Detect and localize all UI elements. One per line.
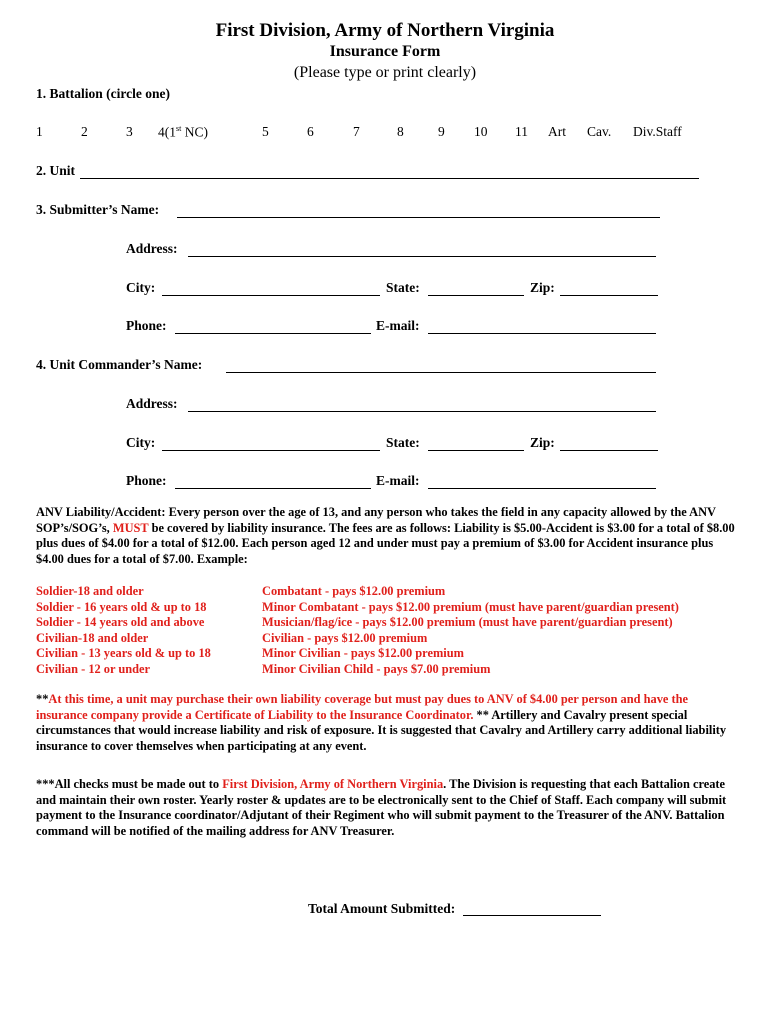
- premium-item: Combatant - pays $12.00 premium: [262, 584, 446, 598]
- unit-label: 2. Unit: [36, 163, 76, 178]
- commander-name-label: 4. Unit Commander’s Name:: [36, 357, 203, 372]
- submitter-address-label: Address:: [126, 241, 178, 256]
- battalion-option-10[interactable]: 10: [474, 124, 488, 139]
- premium-item: Musician/flag/ice - pays $12.00 premium (must have parent/guardian present): [262, 615, 673, 630]
- premium-item: Minor Civilian Child - pays $7.00 premium: [262, 661, 491, 676]
- unit-coverage-note: **At this time, a unit may purchase their own liability coverage but must pay dues to ANV of $4.00 per person and have the insurance company provide a Certificate of Liability to the Insurance Coordinator. ** Artillery and Cavalry present special circumstances that would increase liability and risk of exposure. It is suggested that Cavalry and Artillery carry additional liability insurance to cover themselves when participating at any event.: [36, 692, 727, 753]
- commander-phone-label: Phone:: [126, 473, 167, 488]
- premium-item: Minor Combatant - pays $12.00 premium (must have parent/guardian present): [262, 599, 679, 614]
- form-subtitle: Insurance Form: [329, 43, 441, 60]
- total-amount-field[interactable]: [463, 915, 601, 916]
- battalion-option-4[interactable]: 4(1st NC): [158, 124, 208, 140]
- category-item: Soldier-18 and older: [36, 584, 144, 598]
- submitter-zip-field[interactable]: [560, 295, 658, 296]
- category-item: Civilian - 12 or under: [36, 661, 151, 676]
- battalion-option-div-staff[interactable]: Div.Staff: [633, 124, 682, 139]
- commander-state-label: State:: [386, 435, 420, 450]
- battalion-option-9[interactable]: 9: [438, 124, 445, 139]
- total-amount-label: Total Amount Submitted:: [308, 901, 456, 916]
- checks-note: ***All checks must be made out to First Division, Army of Northern Virginia. The Division is requesting that each Battalion create and maintain their own roster. Yearly roster & updates are to be electronically sent to the Chief of Staff. Each company will submit payment to the Insurance coordinator/Adjutant of their Regiment who will submit payment to the Treasurer of the ANV. Battalion command will be notified of the mailing address for ANV Treasurer.: [36, 777, 727, 838]
- category-item: Soldier - 16 years old & up to 18: [36, 599, 207, 614]
- battalion-option-3[interactable]: 3: [126, 124, 133, 139]
- submitter-zip-label: Zip:: [530, 280, 555, 295]
- battalion-option-6[interactable]: 6: [307, 124, 314, 139]
- submitter-state-label: State:: [386, 280, 420, 295]
- battalion-label: 1. Battalion (circle one): [36, 86, 170, 101]
- commander-state-field[interactable]: [428, 450, 524, 451]
- submitter-phone-field[interactable]: [175, 333, 371, 334]
- premium-item: Civilian - pays $12.00 premium: [262, 630, 428, 645]
- unit-field[interactable]: [80, 178, 699, 179]
- battalion-option-11[interactable]: 11: [515, 124, 528, 139]
- submitter-name-field[interactable]: [177, 217, 660, 218]
- battalion-option-1[interactable]: 1: [36, 124, 43, 139]
- battalion-option-8[interactable]: 8: [397, 124, 404, 139]
- commander-address-label: Address:: [126, 396, 178, 411]
- commander-phone-field[interactable]: [175, 488, 371, 489]
- commander-city-label: City:: [126, 435, 156, 450]
- commander-email-field[interactable]: [428, 488, 656, 489]
- commander-address-field[interactable]: [188, 411, 656, 412]
- form-instruction: (Please type or print clearly): [293, 64, 477, 81]
- submitter-state-field[interactable]: [428, 295, 524, 296]
- premium-item: Minor Civilian - pays $12.00 premium: [262, 646, 464, 661]
- battalion-option-cav[interactable]: Cav.: [587, 124, 612, 139]
- battalion-option-2[interactable]: 2: [81, 124, 88, 139]
- battalion-option-7[interactable]: 7: [353, 124, 360, 139]
- submitter-email-field[interactable]: [428, 333, 656, 334]
- category-item: Civilian-18 and older: [36, 630, 149, 645]
- liability-paragraph: ANV Liability/Accident: Every person over the age of 13, and any person who takes the field in any capacity allowed by the ANV SOP’s/SOG’s, MUST be covered by liability insurance. The fees are as follows: Liability is $5.00-Accident is $3.00 for a total of $8.00 plus dues of $4.00 for a total of $12.00. Each person aged 12 and under must pay a premium of $3.00 for Accident insurance plus $4.00 dues for a total of $7.00. Example:: [36, 505, 735, 566]
- submitter-address-field[interactable]: [188, 256, 656, 257]
- premium-list: [262, 584, 679, 678]
- commander-zip-label: Zip:: [530, 435, 555, 450]
- category-item: Civilian - 13 years old & up to 18: [36, 646, 211, 661]
- commander-email-label: E-mail:: [376, 473, 420, 488]
- must-emphasis: MUST: [112, 520, 149, 535]
- submitter-city-label: City:: [126, 280, 156, 295]
- commander-city-field[interactable]: [162, 450, 380, 451]
- category-list: [36, 584, 211, 678]
- submitter-city-field[interactable]: [162, 295, 380, 296]
- category-item: Soldier - 14 years old and above: [36, 615, 205, 630]
- submitter-name-label: 3. Submitter’s Name:: [36, 202, 160, 217]
- form-title: First Division, Army of Northern Virginia: [215, 20, 555, 41]
- commander-name-field[interactable]: [226, 372, 656, 373]
- submitter-phone-label: Phone:: [126, 318, 167, 333]
- battalion-option-5[interactable]: 5: [262, 124, 269, 139]
- battalion-option-art[interactable]: Art: [548, 124, 566, 139]
- submitter-email-label: E-mail:: [376, 318, 420, 333]
- commander-zip-field[interactable]: [560, 450, 658, 451]
